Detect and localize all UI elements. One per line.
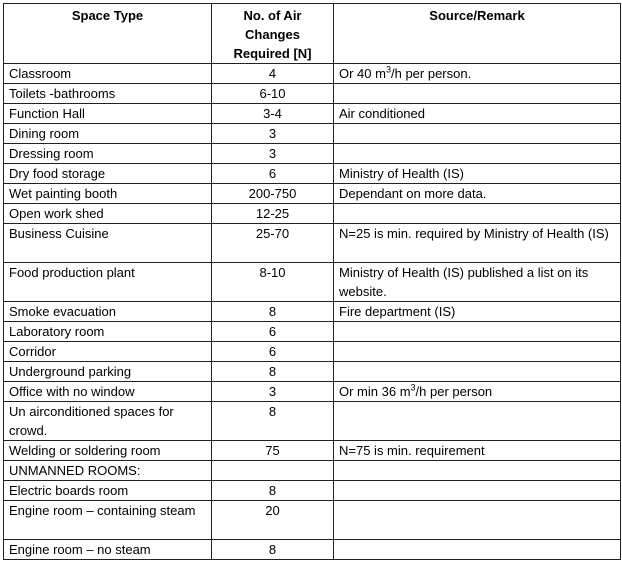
air-changes-cell: 8-10: [212, 263, 334, 302]
air-changes-cell: 3: [212, 124, 334, 144]
space-type-cell: Function Hall: [4, 104, 212, 124]
space-type-cell: Dining room: [4, 124, 212, 144]
air-changes-cell: 20: [212, 501, 334, 540]
table-row: [4, 184, 621, 204]
remark-cell: [334, 402, 621, 441]
space-type-cell: Engine room – containing steam: [4, 501, 212, 540]
space-type-cell: Underground parking: [4, 362, 212, 382]
table-row: [4, 540, 621, 560]
header-air-changes: No. of Air Changes Required [N]: [212, 4, 334, 64]
table-row: [4, 322, 621, 342]
table-row: [4, 164, 621, 184]
table-row: [4, 461, 621, 481]
air-changes-cell: 8: [212, 540, 334, 560]
remark-cell: [334, 362, 621, 382]
air-changes-cell: 6: [212, 342, 334, 362]
air-changes-cell: 6: [212, 322, 334, 342]
space-type-cell: UNMANNED ROOMS:: [4, 461, 212, 481]
remark-cell: [334, 501, 621, 540]
table-row: [4, 263, 621, 302]
space-type-cell: Food production plant: [4, 263, 212, 302]
remark-cell: Ministry of Health (IS): [334, 164, 621, 184]
table-row: [4, 402, 621, 441]
space-type-cell: Office with no window: [4, 382, 212, 402]
air-changes-cell: 6: [212, 164, 334, 184]
space-type-cell: Dry food storage: [4, 164, 212, 184]
space-type-cell: Wet painting booth: [4, 184, 212, 204]
space-type-cell: Electric boards room: [4, 481, 212, 501]
header-row: [4, 4, 621, 64]
table-row: [4, 481, 621, 501]
space-type-cell: Business Cuisine: [4, 224, 212, 263]
space-type-cell: Toilets -bathrooms: [4, 84, 212, 104]
air-changes-cell: 3: [212, 144, 334, 164]
remark-cell: N=75 is min. requirement: [334, 441, 621, 461]
remark-cell: [334, 84, 621, 104]
remark-cell: Or min 36 $m^3/h$ per person: [334, 382, 621, 402]
air-changes-cell: 4: [212, 64, 334, 84]
table-body: [4, 64, 621, 560]
space-type-cell: Laboratory room: [4, 322, 212, 342]
space-type-cell: Classroom: [4, 64, 212, 84]
table-row: [4, 302, 621, 322]
air-changes-cell: 8: [212, 362, 334, 382]
remark-cell: [334, 461, 621, 481]
table-row: [4, 362, 621, 382]
air-changes-cell: 8: [212, 402, 334, 441]
air-changes-cell: 8: [212, 302, 334, 322]
remark-cell: Ministry of Health (IS) published a list on its website.: [334, 263, 621, 302]
header-remark: Source/Remark: [334, 4, 621, 64]
space-type-cell: Welding or soldering room: [4, 441, 212, 461]
table-row: [4, 64, 621, 84]
air-changes-cell: [212, 461, 334, 481]
table-row: [4, 382, 621, 402]
table-row: [4, 124, 621, 144]
remark-cell: [334, 204, 621, 224]
remark-cell: Dependant on more data.: [334, 184, 621, 204]
space-type-cell: Engine room – no steam: [4, 540, 212, 560]
remark-cell: [334, 144, 621, 164]
remark-cell: [334, 124, 621, 144]
table-row: [4, 144, 621, 164]
space-type-cell: Smoke evacuation: [4, 302, 212, 322]
table-row: [4, 342, 621, 362]
table-row: [4, 104, 621, 124]
table-row: [4, 84, 621, 104]
space-type-cell: Un airconditioned spaces for crowd.: [4, 402, 212, 441]
remark-cell: [334, 481, 621, 501]
header-space-type: Space Type: [4, 4, 212, 64]
air-changes-cell: 200-750: [212, 184, 334, 204]
space-type-cell: Dressing room: [4, 144, 212, 164]
table-row: [4, 224, 621, 263]
space-type-cell: Open work shed: [4, 204, 212, 224]
air-changes-cell: 75: [212, 441, 334, 461]
air-changes-cell: 6-10: [212, 84, 334, 104]
air-changes-cell: 8: [212, 481, 334, 501]
air-changes-table: [3, 3, 621, 560]
table-row: [4, 441, 621, 461]
table-row: [4, 501, 621, 540]
space-type-cell: Corridor: [4, 342, 212, 362]
remark-cell: N=25 is min. required by Ministry of Health (IS): [334, 224, 621, 263]
air-changes-cell: 3-4: [212, 104, 334, 124]
remark-cell: [334, 540, 621, 560]
remark-cell: [334, 322, 621, 342]
air-changes-cell: 3: [212, 382, 334, 402]
air-changes-cell: 12-25: [212, 204, 334, 224]
remark-cell: Air conditioned: [334, 104, 621, 124]
remark-cell: Or 40 $m^3/h$ per person.: [334, 64, 621, 84]
remark-cell: Fire department (IS): [334, 302, 621, 322]
table-row: [4, 204, 621, 224]
remark-cell: [334, 342, 621, 362]
air-changes-cell: 25-70: [212, 224, 334, 263]
